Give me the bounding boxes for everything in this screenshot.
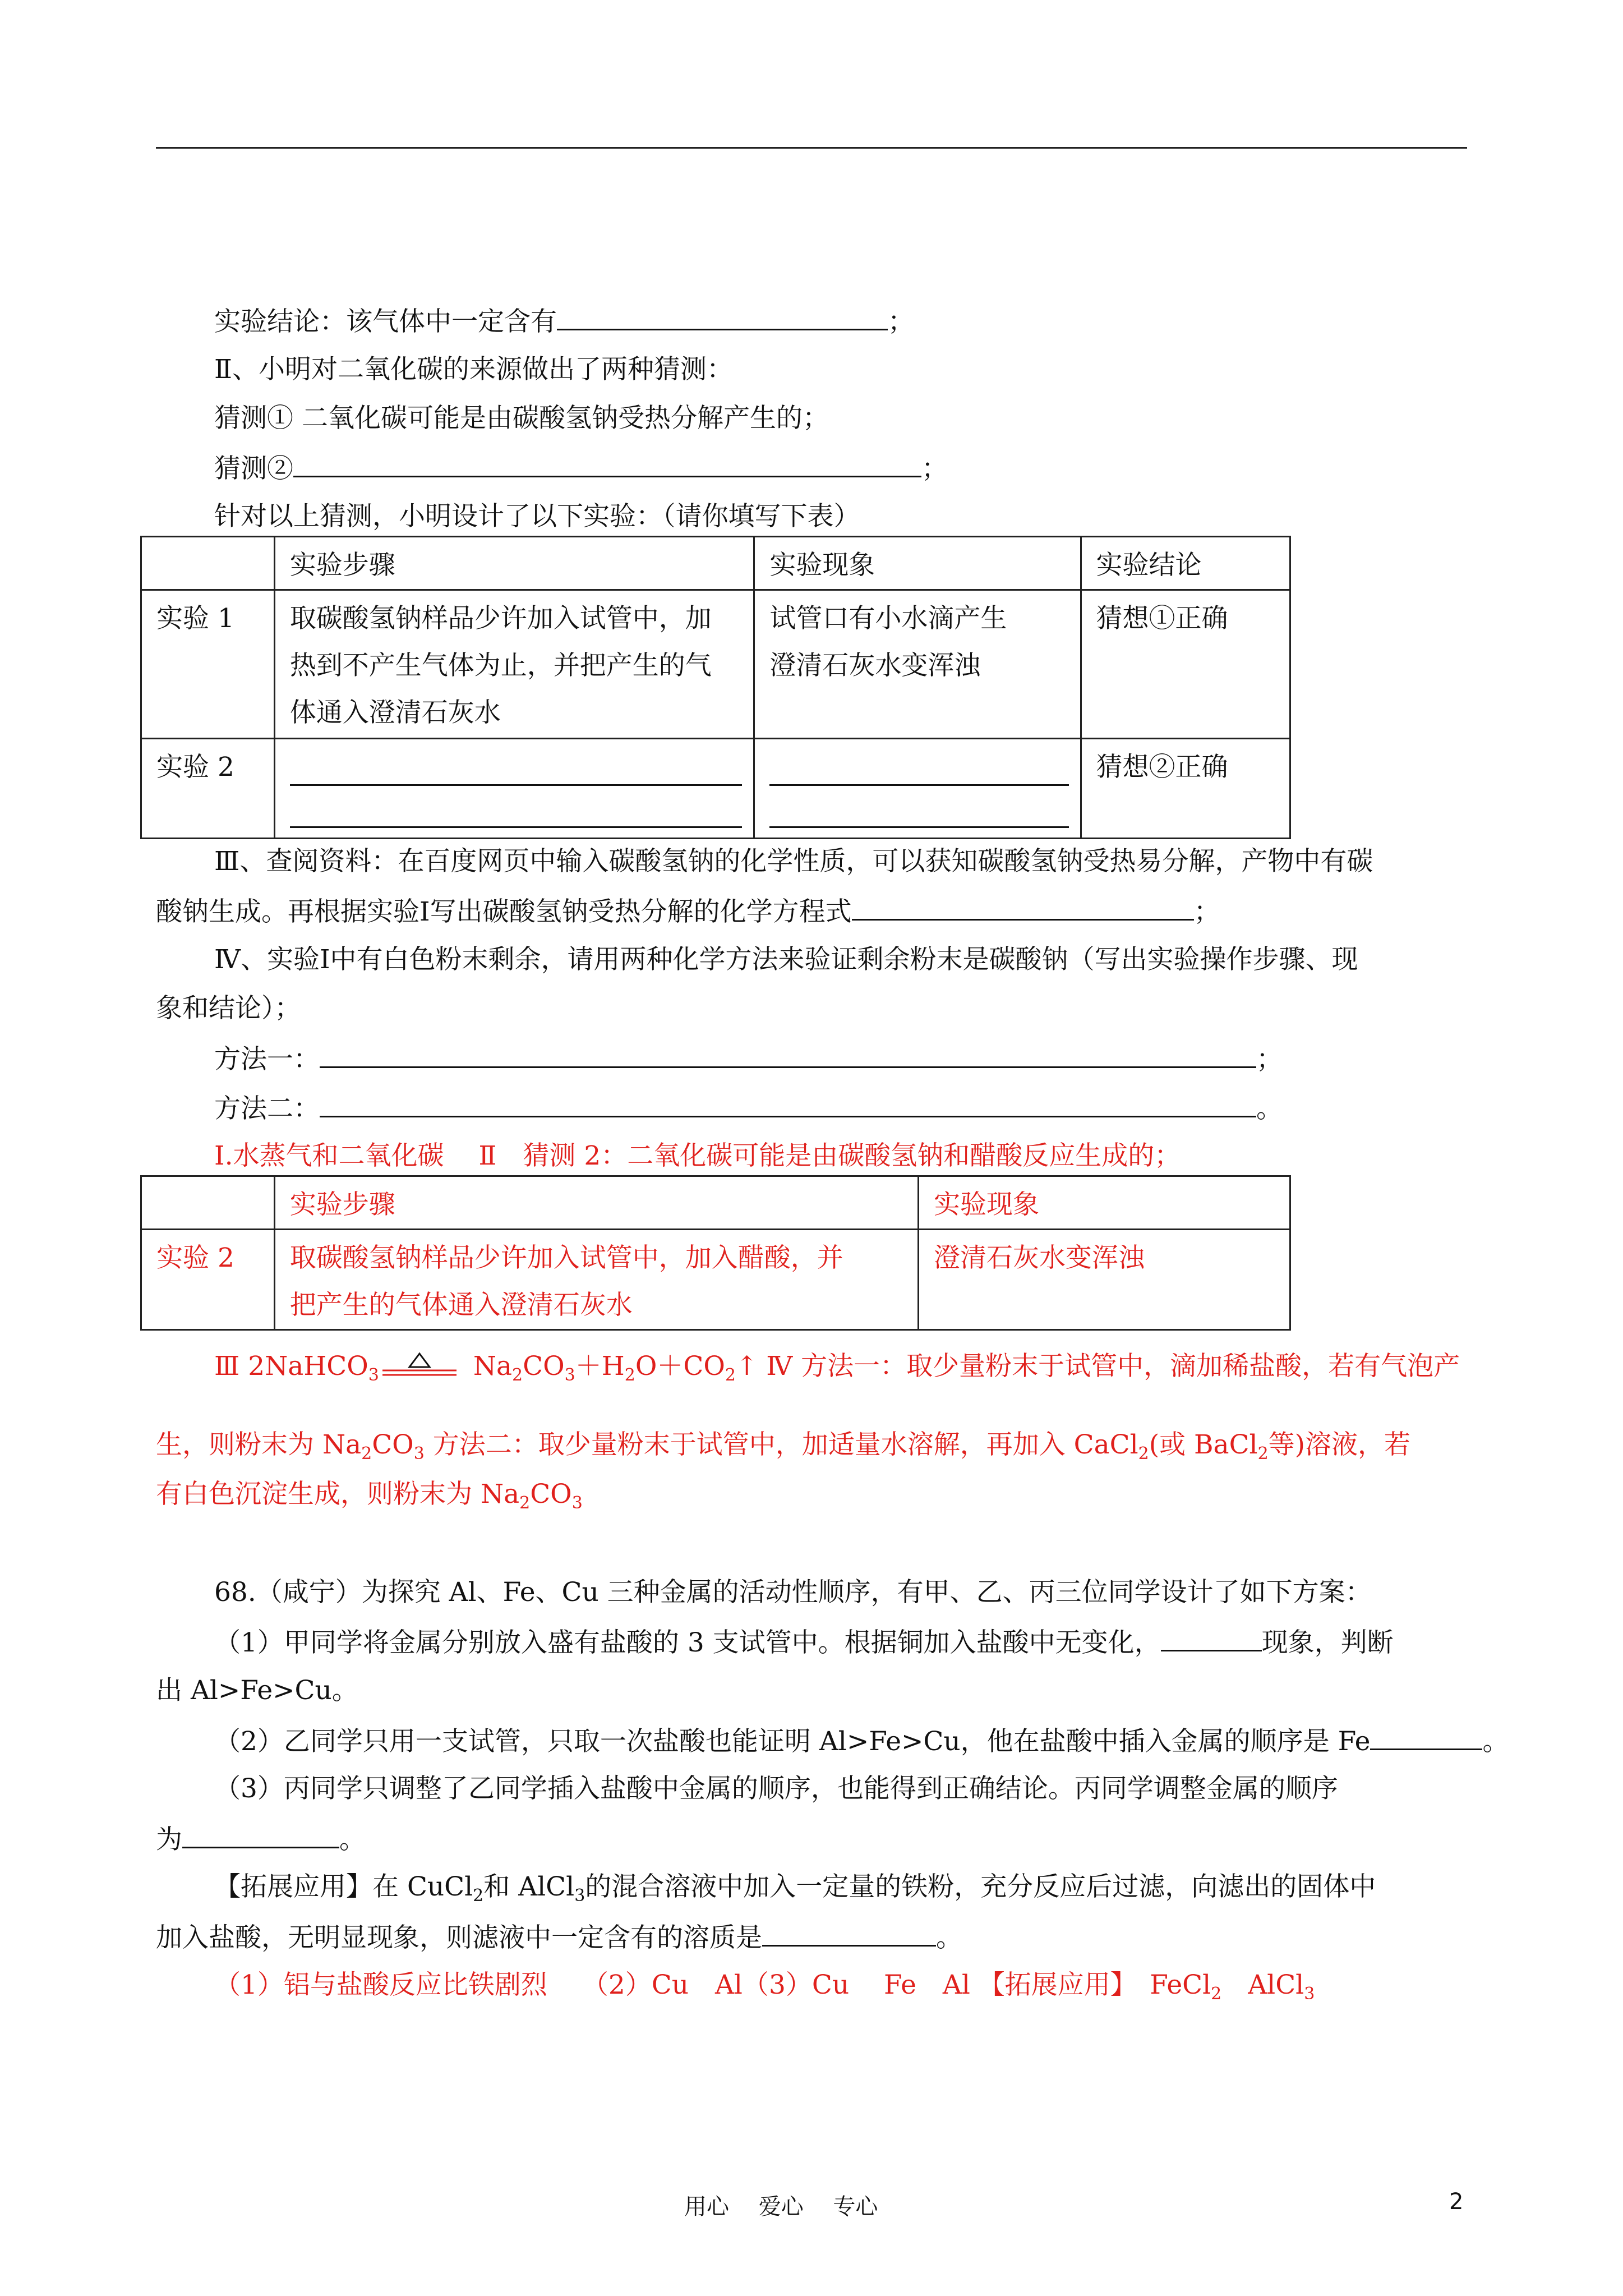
text: 。	[1256, 1093, 1283, 1124]
text: 方法二：	[214, 1093, 320, 1124]
text: 取碳酸氢钠样品少许加入试管中，加	[289, 603, 712, 634]
text: O＋CO	[635, 1351, 725, 1382]
text: 方法一：	[214, 1044, 320, 1075]
text: 实验结论：该气体中一定含有	[214, 306, 557, 337]
text: 试管口有小水滴产生	[769, 603, 1007, 634]
q68-part2	[214, 1723, 1509, 1759]
text: Na	[473, 1351, 513, 1382]
blank	[769, 751, 1068, 786]
design-intro: 针对以上猜测，小明设计了以下实验：（请你填写下表）	[214, 501, 860, 532]
text: 澄清石灰水变浑浊	[769, 650, 981, 681]
section-iii-line1: Ⅲ、查阅资料：在百度网页中输入碳酸氢钠的化学性质，可以获知碳酸氢钠受热易分解，产物中有碳	[214, 846, 1373, 877]
subscript: 2	[473, 1886, 484, 1906]
text: 。	[1482, 1726, 1509, 1757]
table-row	[141, 739, 1290, 839]
text: 加入盐酸，无明显现象，则滤液中一定含有的溶质是	[156, 1922, 762, 1953]
row-label: 实验 2	[141, 1230, 275, 1330]
subscript: 2	[512, 1365, 523, 1385]
q68-extension-line2	[156, 1919, 962, 1955]
guess-1: 猜测① 二氧化碳可能是由碳酸氢钠受热分解产生的；	[214, 403, 829, 434]
text: 酸钠生成。再根据实验Ⅰ写出碳酸氢钠受热分解的化学方程式	[156, 896, 852, 927]
blank	[1370, 1723, 1482, 1750]
text: 。	[936, 1922, 962, 1953]
section-iv-line1: Ⅳ、实验Ⅰ中有白色粉末剩余，请用两种化学方法来验证剩余粉末是碳酸钠（写出实验操作步骤、现	[214, 944, 1358, 975]
section-ii-intro: Ⅱ、小明对二氧化碳的来源做出了两种猜测：	[214, 354, 733, 385]
text: 方法二：取少量粉末于试管中，加适量水溶解，再加入 CaCl	[424, 1429, 1138, 1460]
subscript: 3	[1304, 1984, 1315, 2004]
section-iv-line2: 象和结论）；	[156, 993, 301, 1024]
blank	[557, 303, 888, 330]
table-row	[141, 1230, 1290, 1330]
blank	[290, 751, 743, 786]
subscript: 2	[1257, 1444, 1269, 1464]
conclusion-cell: 猜想①正确	[1081, 590, 1290, 739]
text: ↑ Ⅳ 方法一：取少量粉末于试管中，滴加稀盐酸，若有气泡产	[735, 1351, 1460, 1382]
q68-part3-line1: （3）丙同学只调整了乙同学插入盐酸中金属的顺序，也能得到正确结论。丙同学调整金属的顺序	[214, 1773, 1338, 1804]
row-label: 实验 2	[141, 739, 275, 839]
question-68-intro: 68.（咸宁）为探究 Al、Fe、Cu 三种金属的活动性顺序，有甲、乙、丙三位同学设计了如下方案：	[214, 1577, 1372, 1608]
answer-line-2	[156, 1428, 1410, 1462]
text: 等)溶液，若	[1268, 1429, 1411, 1460]
text: ；	[888, 306, 914, 337]
conclusion-cell: 猜想②正确	[1081, 739, 1290, 839]
answer-line-3	[156, 1477, 583, 1512]
text: (或 BaCl	[1149, 1429, 1258, 1460]
footer-text: 用心 爱心 专心	[684, 2194, 878, 2220]
q68-part3-line2	[156, 1821, 366, 1857]
phenomenon-blank-cell	[754, 739, 1081, 839]
text: 为	[156, 1824, 182, 1855]
guess-2-line	[214, 450, 948, 486]
experiment-table	[140, 536, 1291, 839]
subscript: 2	[519, 1493, 531, 1513]
subscript: 3	[564, 1365, 575, 1385]
phenomenon-cell: 澄清石灰水变浑浊	[918, 1230, 1290, 1330]
text: 有白色沉淀生成，则粉末为 Na	[156, 1479, 520, 1510]
text: ＋H	[575, 1351, 625, 1382]
text: 取碳酸氢钠样品少许加入试管中，加入醋酸，并	[289, 1243, 843, 1273]
text: AlCl	[1221, 1970, 1304, 2000]
blank	[182, 1821, 339, 1848]
subscript: 2	[1211, 1984, 1222, 2004]
text: （1）铝与盐酸反应比铁剧烈 （2）Cu Al（3）Cu Fe Al 【拓展应用】 FeCl	[214, 1970, 1211, 2000]
text: 把产生的气体通入澄清石灰水	[289, 1290, 633, 1320]
table-header-row	[141, 1176, 1290, 1230]
text: 热到不产生气体为止，并把产生的气	[289, 650, 712, 681]
text: ；	[1256, 1044, 1283, 1075]
table-header-row	[141, 537, 1290, 590]
text: CO	[530, 1479, 572, 1510]
subscript: 3	[571, 1493, 583, 1513]
q68-extension-line1	[214, 1870, 1376, 1904]
blank	[320, 1041, 1256, 1068]
header-cell: 实验步骤	[274, 537, 754, 590]
text: 。	[339, 1824, 366, 1855]
method-1-line	[214, 1041, 1283, 1077]
header-cell: 实验现象	[754, 537, 1081, 590]
text: CO	[523, 1351, 565, 1382]
text: CO	[372, 1429, 414, 1460]
section-iii-line2	[156, 893, 1220, 930]
subscript: 2	[624, 1365, 635, 1385]
text: ；	[921, 453, 948, 484]
text: 的混合溶液中加入一定量的铁粉，充分反应后过滤，向滤出的固体中	[585, 1871, 1376, 1902]
q68-answer	[214, 1968, 1315, 2003]
blank	[320, 1090, 1256, 1117]
page-number: 2	[1449, 2189, 1464, 2215]
table-row	[141, 590, 1290, 739]
step-cell	[274, 1230, 918, 1330]
header-cell	[141, 1176, 275, 1230]
blank	[293, 450, 921, 477]
answer-line: Ⅰ.水蒸气和二氧化碳 Ⅱ 猜测 2：二氧化碳可能是由碳酸氢钠和醋酸反应生成的；	[214, 1140, 1181, 1171]
text: 现象，判断	[1261, 1627, 1394, 1658]
text: 体通入澄清石灰水	[289, 697, 501, 728]
row-label: 实验 1	[141, 590, 275, 739]
heating-arrow-icon	[380, 1350, 459, 1378]
text: （1）甲同学将金属分别放入盛有盐酸的 3 支试管中。根据铜加入盐酸中无变化，	[214, 1627, 1161, 1658]
text: ；	[1193, 896, 1220, 927]
q68-part1-line1	[214, 1624, 1394, 1660]
subscript: 2	[725, 1365, 736, 1385]
q68-part1-line2: 出 Al>Fe>Cu。	[156, 1675, 358, 1706]
method-2-line	[214, 1090, 1283, 1126]
conclusion-line	[214, 303, 914, 339]
subscript: 2	[1138, 1444, 1149, 1464]
blank	[852, 893, 1194, 921]
subscript: 3	[413, 1444, 425, 1464]
answer-equation-line	[214, 1349, 1460, 1384]
text: 猜测②	[214, 453, 293, 484]
subscript: 3	[574, 1886, 585, 1906]
subscript: 3	[368, 1365, 379, 1385]
step-blank-cell	[274, 739, 754, 839]
answer-table	[140, 1175, 1291, 1331]
header-cell: 实验结论	[1081, 537, 1290, 590]
subscript: 2	[361, 1444, 372, 1464]
phenomenon-cell	[754, 590, 1081, 739]
header-rule	[156, 147, 1467, 149]
text: 【拓展应用】在 CuCl	[214, 1871, 473, 1902]
blank	[290, 793, 743, 828]
blank	[1161, 1624, 1262, 1651]
text: Ⅲ 2NaHCO	[214, 1351, 368, 1382]
header-cell: 实验现象	[918, 1176, 1290, 1230]
step-cell	[274, 590, 754, 739]
text: 和 AlCl	[483, 1871, 575, 1902]
header-cell	[141, 537, 275, 590]
blank	[769, 793, 1068, 828]
text: 生，则粉末为 Na	[156, 1429, 362, 1460]
header-cell: 实验步骤	[274, 1176, 918, 1230]
text: （2）乙同学只用一支试管，只取一次盐酸也能证明 Al>Fe>Cu，他在盐酸中插入金属的顺序是 Fe	[214, 1726, 1371, 1757]
blank	[762, 1919, 936, 1947]
